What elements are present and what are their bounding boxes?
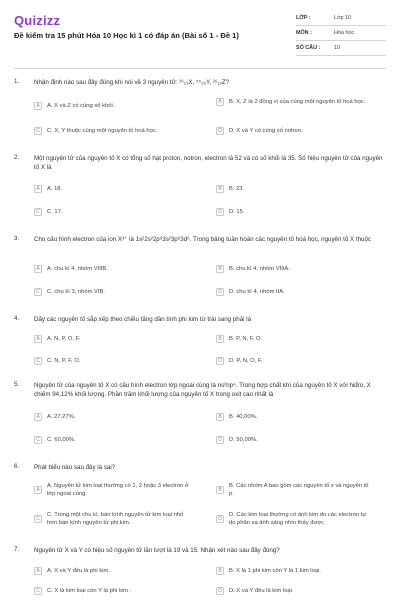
option-text: A. X và Z có cùng số khối. bbox=[47, 103, 115, 109]
option-letter-box: B bbox=[216, 567, 224, 575]
option-letter-box: A bbox=[34, 102, 42, 110]
question-number: 3. bbox=[14, 235, 20, 242]
option-text: B. chu kì 4, nhóm VIIIA. bbox=[229, 266, 290, 272]
info-row-class bbox=[296, 11, 386, 26]
option-letter-box: A bbox=[34, 567, 42, 575]
option-text: C. chu kì 3, nhóm VIB. bbox=[47, 289, 105, 295]
option-letter-box: B bbox=[216, 185, 224, 193]
option-text: A. chu kì 4, nhóm VIIIB. bbox=[47, 266, 108, 272]
option-text: C. N, P, F, O. bbox=[47, 358, 81, 364]
answer-option-d[interactable] bbox=[216, 357, 371, 365]
option-text: D. 15. bbox=[229, 209, 245, 215]
option-letter-box: A bbox=[34, 265, 42, 273]
option-text: D. X và Y đều là kim loại bbox=[229, 588, 292, 594]
question-number: 6. bbox=[14, 463, 20, 470]
option-text: D. 50,00%. bbox=[229, 437, 258, 443]
option-letter-box: B bbox=[216, 265, 224, 273]
answer-option-a[interactable] bbox=[34, 265, 189, 273]
question-text: Cho cấu hình electron của ion X³⁺ là 1s²2s²2p⁶3s²3p⁶3d⁶. Trong bảng tuần hoàn các nguyên tố hoá học, nguyên tố X thuộc bbox=[34, 236, 372, 243]
header-divider bbox=[14, 68, 386, 69]
option-text: D. X và Y có cùng số notron. bbox=[229, 128, 303, 134]
answer-option-a[interactable] bbox=[34, 102, 189, 110]
option-letter-box: B bbox=[216, 486, 224, 494]
option-text: A. N, P, O, F. bbox=[47, 336, 81, 342]
option-text: B. 40,00%. bbox=[229, 414, 258, 420]
answer-option-d[interactable] bbox=[216, 208, 371, 216]
option-letter-box: C bbox=[34, 127, 42, 135]
quizizz-logo: Quizizz bbox=[14, 13, 61, 28]
info-label: MÔN : bbox=[296, 30, 312, 36]
option-text: A. Nguyên tử kim loại thường có 1, 2 hoặc 3 electron ở lớp ngoài cùng. bbox=[47, 483, 189, 497]
question-number: 7. bbox=[14, 546, 20, 553]
worksheet-header bbox=[0, 0, 400, 70]
question-number: 1. bbox=[14, 78, 20, 85]
info-value: Hóa học bbox=[334, 30, 355, 36]
question-number: 5. bbox=[14, 381, 20, 388]
option-letter-box: C bbox=[34, 288, 42, 296]
option-text: C. Trong một chu kì, bán kính nguyên tử kim loại nhỏ hơn bán kính nguyên tử phi kim. bbox=[47, 512, 184, 526]
question-text: Dãy các nguyên tố sắp xếp theo chiều tăng dần tính phi kim từ trái sang phải là bbox=[34, 316, 252, 323]
option-text: C. 17. bbox=[47, 209, 63, 215]
answer-option-d[interactable] bbox=[216, 511, 371, 527]
worksheet-title: Đề kiểm tra 15 phút Hóa 10 Học kì 1 có đáp án (Bài số 1 - Đề 1) bbox=[14, 31, 239, 40]
answer-option-c[interactable] bbox=[34, 357, 189, 365]
answer-option-a[interactable] bbox=[34, 185, 189, 193]
answer-option-d[interactable] bbox=[216, 288, 371, 296]
answer-option-c[interactable] bbox=[34, 288, 189, 296]
question-number: 4. bbox=[14, 315, 20, 322]
option-letter-box: A bbox=[34, 185, 42, 193]
answer-option-b[interactable] bbox=[216, 98, 371, 106]
question-text: Nguyên tử X và Y có hiệu số nguyên tử lần lượt là 19 và 15. Nhận xét nào sau đây đúng? bbox=[34, 547, 280, 554]
question-text: Phát biểu nào sau đây là sai? bbox=[34, 464, 116, 471]
info-row-question-count bbox=[296, 41, 386, 56]
answer-option-a[interactable] bbox=[34, 413, 189, 421]
option-text: C. 60,00%. bbox=[47, 437, 76, 443]
option-text: B. X, Z là 2 đồng vị của cùng một nguyên tố hoá học. bbox=[229, 99, 366, 105]
option-letter-box: B bbox=[216, 335, 224, 343]
option-text: C. X, Y thuộc cùng một nguyên tố hoá học. bbox=[47, 128, 158, 134]
answer-option-b[interactable] bbox=[216, 482, 371, 498]
option-letter-box: D bbox=[216, 436, 224, 444]
answer-option-c[interactable] bbox=[34, 127, 189, 135]
worksheet-info-table bbox=[296, 11, 386, 56]
answer-option-d[interactable] bbox=[216, 587, 371, 595]
answer-option-c[interactable] bbox=[34, 208, 189, 216]
answer-option-c[interactable] bbox=[34, 436, 189, 444]
option-text: D. P, N, O, F. bbox=[229, 358, 263, 364]
answer-option-b[interactable] bbox=[216, 413, 371, 421]
option-letter-box: B bbox=[216, 413, 224, 421]
question-text: Nhận định nào sau đây đúng khi nói về 3 nguyên tử: ²⁶₁₃X, ⁵⁵₂₆Y, ²⁶₁₂Z? bbox=[34, 79, 230, 86]
answer-option-d[interactable] bbox=[216, 127, 371, 135]
question-number: 2. bbox=[14, 154, 20, 161]
option-letter-box: A bbox=[34, 335, 42, 343]
option-letter-box: D bbox=[216, 127, 224, 135]
option-text: A. X và Y đều là phi kim. bbox=[47, 568, 110, 574]
option-text: B. 23. bbox=[229, 186, 245, 192]
answer-option-b[interactable] bbox=[216, 185, 371, 193]
option-text: B. Các nhóm A bao gồm các nguyên tố s và nguyên tố p. bbox=[229, 483, 369, 497]
option-letter-box: C bbox=[34, 587, 42, 595]
option-letter-box: C bbox=[34, 515, 42, 523]
answer-option-b[interactable] bbox=[216, 335, 371, 343]
info-value: Lớp 10 bbox=[334, 15, 352, 21]
info-label: SỐ CÂU : bbox=[296, 45, 321, 51]
option-letter-box: D bbox=[216, 208, 224, 216]
info-row-subject bbox=[296, 26, 386, 41]
option-text: D. chu kì 4, nhóm IIA. bbox=[229, 289, 285, 295]
option-text: B. X là 1 phi kim còn Y là 1 kim loại. bbox=[229, 568, 321, 574]
info-value: 10 bbox=[334, 45, 340, 51]
option-text: B. P, N, F, O. bbox=[229, 336, 263, 342]
option-letter-box: B bbox=[216, 98, 224, 106]
info-label: LỚP : bbox=[296, 15, 311, 21]
option-text: A. 27,27%. bbox=[47, 414, 76, 420]
option-letter-box: C bbox=[34, 436, 42, 444]
option-text: A. 18. bbox=[47, 186, 63, 192]
answer-option-d[interactable] bbox=[216, 436, 371, 444]
question-text: Một nguyên tử của nguyên tố X có tổng số hạt proton, notron, electron là 52 và có số khối là 35. Số hiệu nguyên tử của nguyên tố X là bbox=[34, 155, 383, 171]
option-letter-box: A bbox=[34, 413, 42, 421]
option-text: C. X là kim loại còn Y là phi kim . bbox=[47, 588, 132, 594]
answer-option-a[interactable] bbox=[34, 335, 189, 343]
option-text: D. Các kim loại thường có ánh kim do các electron tự do phản xạ ánh sáng nhìn thấy được bbox=[229, 512, 367, 526]
answer-option-a[interactable] bbox=[34, 482, 189, 498]
answer-option-b[interactable] bbox=[216, 265, 371, 273]
answer-option-c[interactable] bbox=[34, 587, 189, 595]
option-letter-box: D bbox=[216, 515, 224, 523]
question-text: Nguyên tử của nguyên tố X có cấu hình electron lớp ngoài cùng là ns²np⁴. Trong hợp chất khí của nguyên tố X với hiđro, X chiếm 94,12% khối lượng. Phần trăm khối lượng của nguyên tố X trong oxit cao nhất là bbox=[34, 382, 371, 398]
answer-option-a[interactable] bbox=[34, 567, 189, 575]
option-letter-box: C bbox=[34, 357, 42, 365]
option-letter-box: D bbox=[216, 357, 224, 365]
answer-option-b[interactable] bbox=[216, 567, 371, 575]
option-letter-box: A bbox=[34, 486, 42, 494]
answer-option-c[interactable] bbox=[34, 511, 189, 527]
option-letter-box: D bbox=[216, 587, 224, 595]
option-letter-box: D bbox=[216, 288, 224, 296]
option-letter-box: C bbox=[34, 208, 42, 216]
